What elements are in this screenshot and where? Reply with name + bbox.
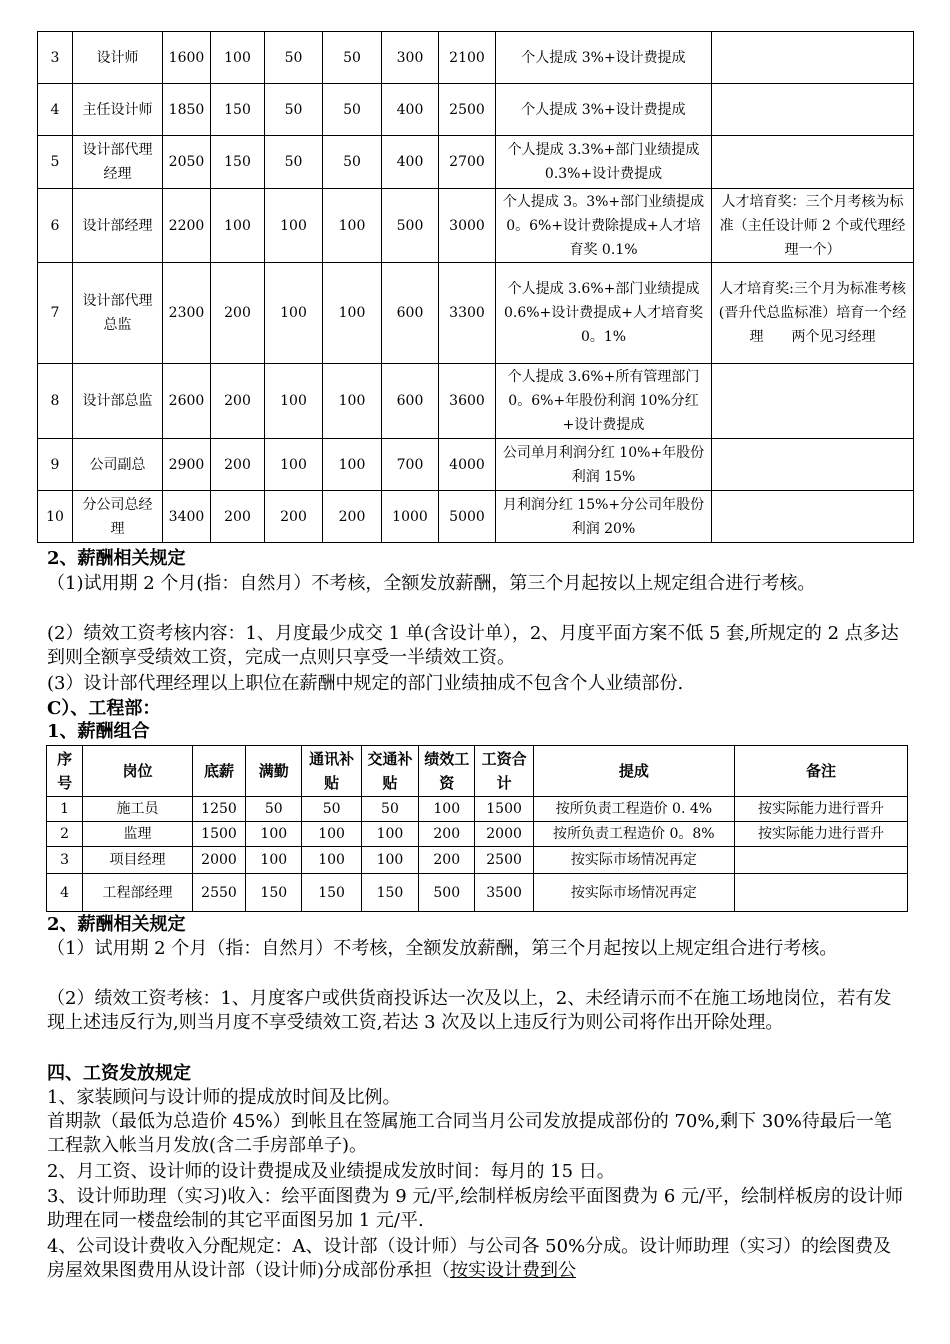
table-cell: 个人提成 3。3%+部门业绩提成 0。6%+设计费除提成+人才培育奖 0.1% — [496, 189, 712, 263]
table-cell: 2500 — [475, 847, 533, 874]
table-cell: 4000 — [439, 439, 496, 491]
table-cell: 1600 — [163, 32, 211, 84]
table-cell: 2100 — [439, 32, 496, 84]
table-cell: 设计部经理 — [73, 189, 163, 263]
table-row — [38, 263, 914, 364]
table-cell: 设计师 — [73, 32, 163, 84]
table-cell: 4 — [47, 874, 83, 912]
table-cell: 设计部代理经理 — [73, 136, 163, 189]
table-cell: 2900 — [163, 439, 211, 491]
table-row — [38, 136, 914, 189]
table-cell: 3 — [47, 847, 83, 874]
table-cell: 7 — [38, 263, 73, 364]
table-cell: 500 — [382, 189, 439, 263]
table-cell: 150 — [302, 874, 361, 912]
table-row — [47, 847, 908, 874]
table-cell: 2050 — [163, 136, 211, 189]
paragraph: （1)试用期 2 个月(指：自然月）不考核，全额发放薪酬，第三个月起按以上规定组合进行考核。 — [47, 573, 816, 594]
paragraph — [47, 1235, 907, 1282]
table-cell: 100 — [419, 797, 475, 822]
column-header: 序号 — [47, 746, 83, 797]
column-header: 备注 — [734, 746, 907, 797]
table-cell: 600 — [382, 364, 439, 439]
table-cell: 2000 — [475, 822, 533, 847]
table-cell: 10 — [38, 491, 73, 543]
section-subheading: 1、薪酬组合 — [47, 721, 150, 742]
table-cell: 100 — [265, 439, 323, 491]
table-cell: 100 — [302, 847, 361, 874]
table-cell: 500 — [419, 874, 475, 912]
table-cell: 50 — [302, 797, 361, 822]
design-salary-table — [37, 31, 914, 543]
table-cell: 2550 — [192, 874, 245, 912]
paragraph: (3）设计部代理经理以上职位在薪酬中规定的部门业绩抽成不包含个人业绩部份. — [47, 673, 684, 694]
table-cell: 2 — [47, 822, 83, 847]
table-cell: 200 — [265, 491, 323, 543]
table-cell: 按实际能力进行晋升 — [734, 797, 907, 822]
table-cell: 400 — [382, 84, 439, 136]
table-cell: 3600 — [439, 364, 496, 439]
table-cell: 100 — [246, 847, 302, 874]
table-cell — [712, 364, 914, 439]
table-row — [47, 822, 908, 847]
table-cell: 1850 — [163, 84, 211, 136]
table-cell: 50 — [246, 797, 302, 822]
table-cell: 按实际市场情况再定 — [533, 847, 734, 874]
table-cell: 3 — [38, 32, 73, 84]
table-cell: 1500 — [192, 822, 245, 847]
table-cell: 100 — [323, 364, 382, 439]
table-cell: 人才培育奖:三个月为标准考核(晋升代总监标准）培育一个经理 两个见习经理 — [712, 263, 914, 364]
table-cell: 9 — [38, 439, 73, 491]
table-cell: 5000 — [439, 491, 496, 543]
table-cell — [712, 491, 914, 543]
column-header: 满勤 — [246, 746, 302, 797]
table-cell: 1 — [47, 797, 83, 822]
table-cell: 按所负责工程造价 0. 4% — [533, 797, 734, 822]
table-cell: 个人提成 3.6%+所有管理部门 0。6%+年股份利润 10%分红+设计费提成 — [496, 364, 712, 439]
table-cell: 150 — [246, 874, 302, 912]
table-cell: 50 — [323, 84, 382, 136]
table-cell — [712, 439, 914, 491]
table-cell: 8 — [38, 364, 73, 439]
table-cell: 200 — [211, 491, 265, 543]
column-header: 绩效工资 — [419, 746, 475, 797]
table-cell: 100 — [211, 189, 265, 263]
table-cell: 4 — [38, 84, 73, 136]
table-cell: 按实际能力进行晋升 — [734, 822, 907, 847]
column-header: 工资合计 — [475, 746, 533, 797]
table-row — [38, 439, 914, 491]
paragraph: 首期款（最低为总造价 45%）到帐且在签属施工合同当月公司发放提成部份的 70%,剩下 30%待最后一笔工程款入帐当月发放(含二手房部单子)。 — [47, 1111, 892, 1156]
table-cell: 1000 — [382, 491, 439, 543]
table-cell: 50 — [361, 797, 418, 822]
table-cell: 50 — [265, 84, 323, 136]
table-cell: 分公司总经理 — [73, 491, 163, 543]
table-cell: 2300 — [163, 263, 211, 364]
table-cell: 个人提成 3%+设计费提成 — [496, 84, 712, 136]
table-cell: 400 — [382, 136, 439, 189]
paragraph: 3、设计师助理（实习)收入：绘平面图费为 9 元/平,绘制样板房绘平面图费为 6 元/平，绘制样板房的设计师助理在同一楼盘绘制的其它平面图另加 1 元/平. — [47, 1186, 904, 1231]
table-cell: 个人提成 3%+设计费提成 — [496, 32, 712, 84]
table-cell: 项目经理 — [83, 847, 193, 874]
table-cell — [712, 136, 914, 189]
table-cell: 100 — [265, 263, 323, 364]
table-cell: 200 — [419, 822, 475, 847]
table-cell: 50 — [265, 32, 323, 84]
paragraph: (2）绩效工资考核内容：1、月度最少成交 1 单(含设计单），2、月度平面方案不低 5 套,所规定的 2 点多达到则全额享受绩效工资，完成一点则只享受一半绩效工资。 — [47, 623, 899, 668]
section-heading: 四、工资发放规定 — [47, 1063, 191, 1084]
table-cell: 施工员 — [83, 797, 193, 822]
table-cell: 2500 — [439, 84, 496, 136]
table-cell: 50 — [265, 136, 323, 189]
table-cell: 700 — [382, 439, 439, 491]
paragraph: 2、月工资、设计师的设计费提成及业绩提成发放时间：每月的 15 日。 — [47, 1161, 615, 1182]
table-cell: 3400 — [163, 491, 211, 543]
table-cell: 设计部代理总监 — [73, 263, 163, 364]
table-cell: 按所负责工程造价 0。8% — [533, 822, 734, 847]
table-cell: 3300 — [439, 263, 496, 364]
table-cell: 个人提成 3.3%+部门业绩提成 0.3%+设计费提成 — [496, 136, 712, 189]
table-cell: 150 — [211, 136, 265, 189]
section-heading: 2、薪酬相关规定 — [47, 914, 186, 935]
table-cell: 监理 — [83, 822, 193, 847]
table-header-row — [47, 746, 908, 797]
column-header: 通讯补贴 — [302, 746, 361, 797]
column-header: 底薪 — [192, 746, 245, 797]
table-cell: 150 — [361, 874, 418, 912]
table-row — [38, 491, 914, 543]
table-cell: 1250 — [192, 797, 245, 822]
table-cell: 200 — [211, 439, 265, 491]
table-row — [47, 797, 908, 822]
table-cell: 100 — [323, 263, 382, 364]
section-heading: C）、工程部： — [47, 698, 161, 719]
column-header: 提成 — [533, 746, 734, 797]
table-cell: 100 — [246, 822, 302, 847]
table-cell: 按实际市场情况再定 — [533, 874, 734, 912]
table-cell: 200 — [419, 847, 475, 874]
table-cell: 100 — [361, 847, 418, 874]
table-row — [47, 874, 908, 912]
table-cell: 200 — [323, 491, 382, 543]
table-cell: 1500 — [475, 797, 533, 822]
table-cell: 公司单月利润分红 10%+年股份利润 15% — [496, 439, 712, 491]
table-row — [38, 364, 914, 439]
table-row — [38, 84, 914, 136]
table-cell: 主任设计师 — [73, 84, 163, 136]
table-cell: 300 — [382, 32, 439, 84]
table-cell: 100 — [211, 32, 265, 84]
column-header: 岗位 — [83, 746, 193, 797]
table-cell: 200 — [211, 364, 265, 439]
table-cell: 2000 — [192, 847, 245, 874]
table-cell: 2200 — [163, 189, 211, 263]
engineering-salary-table — [46, 745, 908, 912]
table-cell: 150 — [211, 84, 265, 136]
table-cell: 100 — [265, 364, 323, 439]
table-cell: 100 — [323, 189, 382, 263]
table-cell: 100 — [302, 822, 361, 847]
table-row — [38, 189, 914, 263]
paragraph: （1）试用期 2 个月（指：自然月）不考核，全额发放薪酬，第三个月起按以上规定组合进行考核。 — [47, 938, 838, 959]
table-cell: 50 — [323, 136, 382, 189]
table-cell: 100 — [361, 822, 418, 847]
table-cell: 2700 — [439, 136, 496, 189]
table-cell: 200 — [211, 263, 265, 364]
table-cell: 3500 — [475, 874, 533, 912]
table-cell — [734, 874, 907, 912]
paragraph: （2）绩效工资考核：1、月度客户或供货商投诉达一次及以上，2、未经请示而不在施工场地岗位，若有发现上述违反行为,则当月度不享受绩效工资,若达 3 次及以上违反行为则公司将作出开除处理。 — [47, 988, 892, 1033]
table-cell: 工程部经理 — [83, 874, 193, 912]
paragraph-text: 4、公司设计费收入分配规定：A、设计部（设计师）与公司各 50%分成。设计师助理（实习）的绘图费及房屋效果图费用从设计部（设计师)分成部份承担（ — [47, 1236, 892, 1281]
paragraph: 1、家装顾问与设计师的提成放时间及比例。 — [47, 1087, 401, 1108]
table-cell — [734, 847, 907, 874]
section-heading: 2、薪酬相关规定 — [47, 548, 186, 569]
table-cell: 5 — [38, 136, 73, 189]
table-cell: 100 — [265, 189, 323, 263]
underlined-text: 按实设计费到公 — [450, 1259, 577, 1281]
table-cell: 6 — [38, 189, 73, 263]
table-cell: 设计部总监 — [73, 364, 163, 439]
table-cell: 50 — [323, 32, 382, 84]
table-cell: 公司副总 — [73, 439, 163, 491]
table-cell: 100 — [323, 439, 382, 491]
table-cell: 人才培育奖：三个月考核为标准（主任设计师 2 个或代理经理一个） — [712, 189, 914, 263]
table-cell: 600 — [382, 263, 439, 364]
table-cell — [712, 84, 914, 136]
column-header: 交通补贴 — [361, 746, 418, 797]
table-cell — [712, 32, 914, 84]
table-cell: 个人提成 3.6%+部门业绩提成 0.6%+设计费提成+人才培育奖 0。1% — [496, 263, 712, 364]
table-cell: 3000 — [439, 189, 496, 263]
table-cell: 2600 — [163, 364, 211, 439]
table-cell: 月利润分红 15%+分公司年股份利润 20% — [496, 491, 712, 543]
table-row — [38, 32, 914, 84]
